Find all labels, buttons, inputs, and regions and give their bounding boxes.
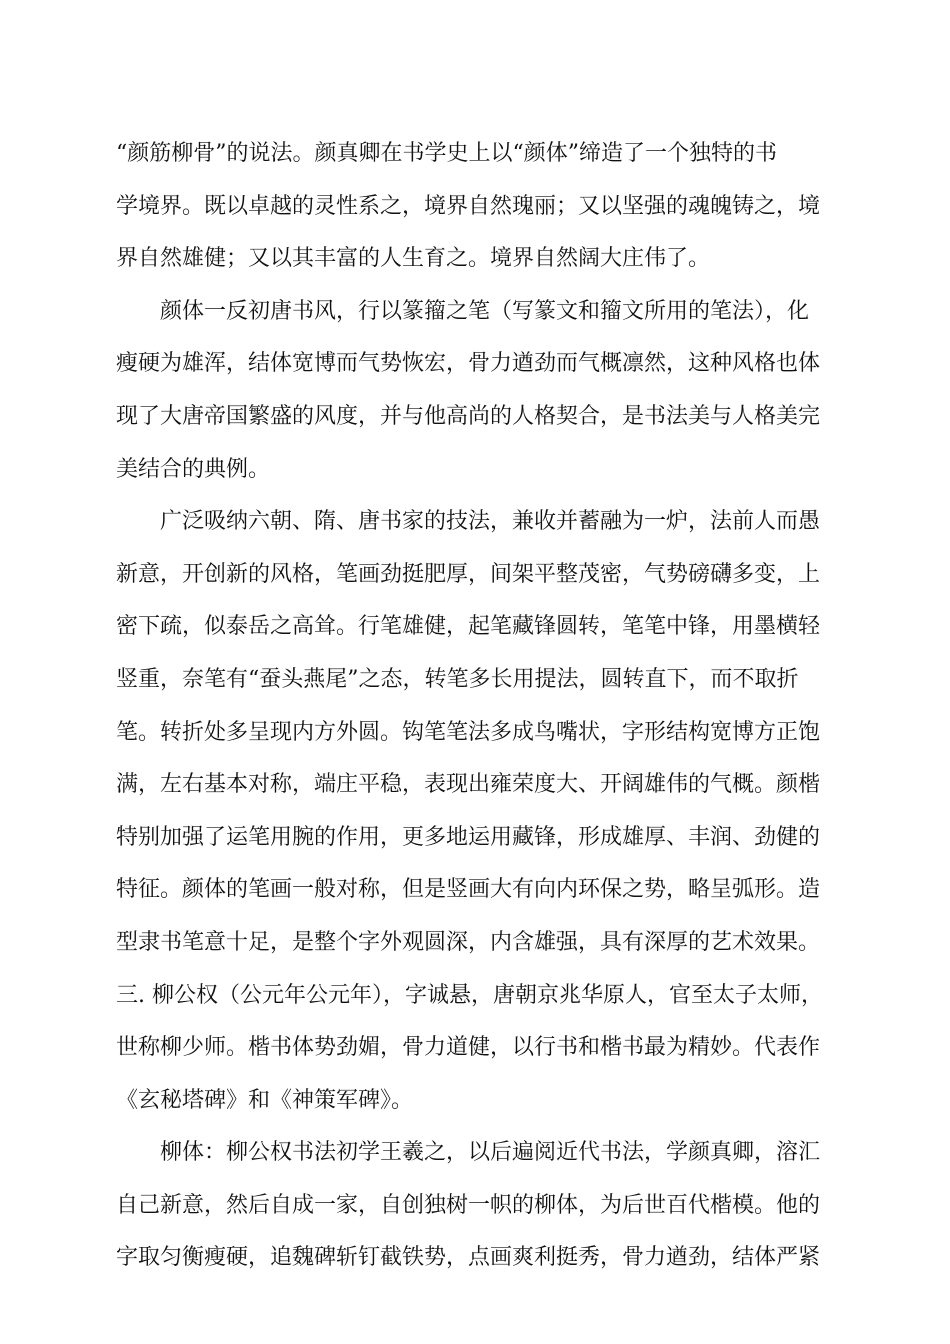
text-line: “颜筋柳骨”的说法。颜真卿在书学史上以“颜体”缔造了一个独特的书 [116, 141, 777, 166]
text-line: 满，左右基本对称，端庄平稳，表现出雍荣度大、开阔雄伟的气概。颜楷 [116, 772, 821, 798]
text-line: 笔。转折处多呈现内方外圆。钩笔笔法多成鸟嘴状，字形结构宽博方正饱 [116, 719, 821, 745]
text-line: 密下疏，似泰岳之高耸。行笔雄健，起笔藏锋圆转，笔笔中锋，用墨横轻 [116, 614, 821, 640]
text-line: 广泛吸纳六朝、隋、唐书家的技法，兼收并蓄融为一炉，法前人而愚 [160, 509, 821, 535]
document-body [116, 128, 846, 1285]
text-line: 颜体一反初唐书风，行以篆籀之笔（写篆文和籀文所用的笔法），化 [160, 298, 810, 324]
text-line: 竖重，奈笔有“蚕头燕尾”之态，转笔多长用提法，圆转直下，而不取折 [116, 666, 799, 692]
text-line: 柳体：柳公权书法初学王羲之，以后遍阅近代书法，学颜真卿，溶汇 [160, 1140, 821, 1166]
text-line: 特别加强了运笔用腕的作用，更多地运用藏锋，形成雄厚、丰润、劲健的 [116, 824, 821, 850]
text-line: 《玄秘塔碑》和《神策军碑》。 [116, 1087, 414, 1113]
text-line: 特征。颜体的笔画一般对称，但是竖画大有向内环保之势，略呈弧形。造 [116, 877, 821, 903]
text-line: 世称柳少师。楷书体势劲媚，骨力道健，以行书和楷书最为精妙。代表作 [116, 1035, 821, 1061]
text-line: 自己新意，然后自成一家，自创独树一帜的柳体，为后世百代楷模。他的 [116, 1192, 821, 1218]
text-line: 瘦硬为雄浑，结体宽博而气势恢宏，骨力遒劲而气概凛然，这种风格也体 [116, 351, 821, 377]
text-line: 学境界。既以卓越的灵性系之，境界自然瑰丽；又以坚强的魂魄铸之，境 [116, 193, 821, 219]
text-line: 新意，开创新的风格，笔画劲挺肥厚，间架平整茂密，气势磅礴多变，上 [116, 561, 821, 587]
text-line: 三. 柳公权（公元年公元年），字诚悬，唐朝京兆华原人，官至太子太师， [116, 982, 823, 1008]
text-line: 界自然雄健；又以其丰富的人生育之。境界自然阔大庄伟了。 [116, 246, 711, 272]
text-line: 美结合的典例。 [116, 456, 271, 482]
text-line: 字取匀衡瘦硬，追魏碑斩钉截铁势，点画爽利挺秀，骨力遒劲，结体严紧 [116, 1245, 821, 1271]
text-line: 型隶书笔意十足，是整个字外观圆深，内含雄强，具有深厚的艺术效果。 [116, 929, 821, 955]
text-line: 现了大唐帝国繁盛的风度，并与他高尚的人格契合，是书法美与人格美完 [116, 403, 821, 429]
